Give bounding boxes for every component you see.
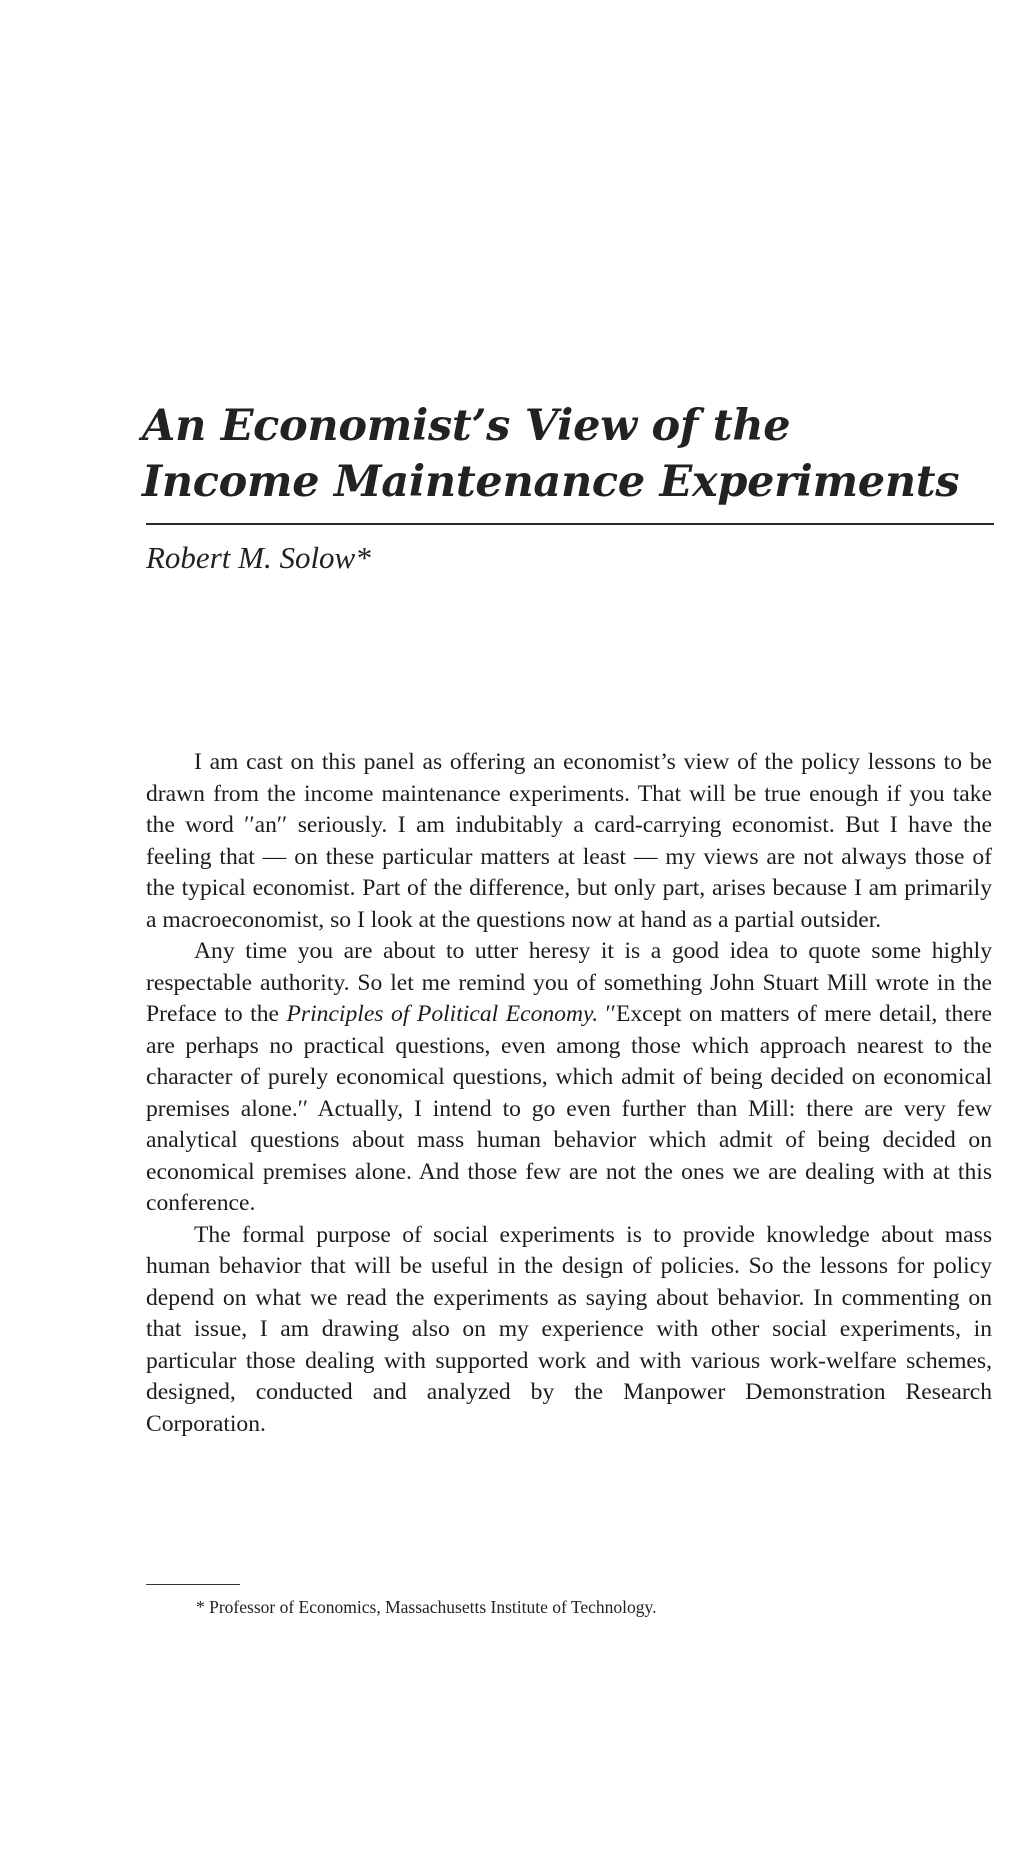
paragraph-2-before: Any time you are about to utter heresy it is a good idea to quote some highly respectable authority. So let me remind you of something John Stuart Mill wrote in the Preface to the — [146, 938, 992, 1027]
paragraph-3: The formal purpose of social experiments is to provide knowledge about mass human behavior that will be useful in the design of policies. So the lessons for policy depend on what we read the experiments as saying about behavior. In commenting on that issue, I am drawing also on my experience with other social experiments, in particular those dealing with supported work and with various work-welfare schemes, designed, conducted and analyzed by the Manpower Demonstration Research Corporation. — [146, 1221, 992, 1437]
article-title-line-1: An Economist’s View of the — [142, 401, 791, 451]
article-title-line-2: Income Maintenance Experiments — [142, 457, 960, 507]
article-title — [142, 398, 1002, 510]
article-body — [146, 747, 992, 1440]
book-title-emphasis: Principles of Political Economy. — [286, 1001, 599, 1027]
author-footnote: * Professor of Economics, Massachusetts Institute of Technology. — [196, 1597, 657, 1617]
title-divider — [146, 523, 994, 525]
author-name: Robert M. Solow* — [146, 540, 371, 575]
paragraph-1: I am cast on this panel as offering an economist’s view of the policy lessons to be drawn from the income maintenance experiments. That will be true enough if you take the word ′′an′′ seriously. I am indubitably a card-carrying economist. But I have the feeling that — on these particular matters at least — my views are not always those of the typical economist. Part of the difference, but only part, arises because I am primarily a macroeconomist, so I look at the questions now at hand as a partial outsider. — [146, 749, 992, 933]
paragraph-2-after: ′′Except on matters of mere detail, there are perhaps no practical questions, even among those which approach nearest to the character of purely economical questions, which admit of being decided on economical premises alone.′′ Actually, I intend to go even further than Mill: there are very few analytical questions about mass human behavior which admit of being decided on economical premises alone. And those few are not the ones we are dealing with at this conference. — [146, 1001, 992, 1216]
footnote-divider — [146, 1584, 240, 1585]
paragraph-2 — [146, 936, 992, 1220]
